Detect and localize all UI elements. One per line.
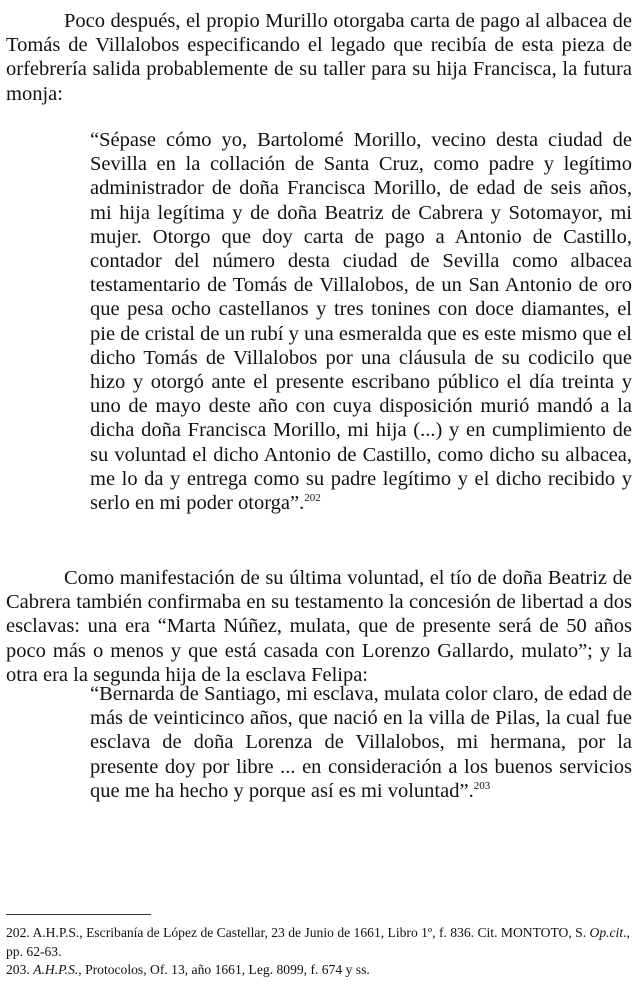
- footnote-ref-202: 202: [304, 492, 321, 505]
- footnote-text: A.H.P.S., Escribanía de López de Castellar, 23 de Junio de 1661, Libro 1º, f. 836. Cit. MONTOTO, S.: [32, 925, 590, 940]
- footnote-italic-text: Op.cit: [589, 925, 624, 940]
- block-quote-1-text: “Sépase cómo yo, Bartolomé Morillo, vecino desta ciudad de Sevilla en la collación de Santa Cruz, como padre y legítimo administrador de doña Francisca Morillo, de edad de seis años, mi hija legítima y de doña Beatriz de Cabrera y Sotomayor, mi mujer. Otorgo que doy carta de pago a Antonio de Castillo, contador del número desta ciudad de Sevilla como albacea testamentario de Tomás de Villalobos, de un San Antonio de oro que pesa ocho castellanos y tres tonines con doce diamantes, el pie de cristal de un rubí y una esmeralda que es este mismo que el dicho Tomás de Villalobos por una cláusula de su codicilo que hizo y otorgó ante el presente escribano público el día treinta y uno de mayo deste año con cuya disposición murió mandó a la dicha doña Francisca Morillo, mi hija (...) y en cumplimiento de su voluntad el dicho Antonio de Castillo, como dicho su albacea, me lo da y entrega como su padre legítimo y el dicho recibido y serlo en mi poder otorga”.: [90, 129, 632, 515]
- footnote-ref-203: 203: [473, 779, 491, 792]
- footnote-text: , Protocolos, Of. 13, año 1661, Leg. 8099, f. 674 y ss.: [78, 962, 370, 978]
- footnote-202: [6, 924, 632, 961]
- footnote-203: [6, 961, 632, 980]
- body-paragraph-2: Como manifestación de su última voluntad, el tío de doña Beatriz de Cabrera también confirmaba en su testamento la concesión de libertad a dos esclavas: una era “Marta Núñez, mulata, que de presente será de 50 años poco más o menos y que está casada con Lorenzo Gallardo, mulato”; y la otra era la segunda hija de la esclava Felipa:: [6, 567, 632, 686]
- block-quote-2: [90, 682, 632, 803]
- footnote-separator: [6, 914, 151, 915]
- body-paragraph-1: Poco después, el propio Murillo otorgaba carta de pago al albacea de Tomás de Villalobos especificando el legado que recibía de esta pieza de orfebrería salida probablemente de su taller para su hija Francisca, la futura monja:: [6, 10, 632, 105]
- footnote-number: 203.: [6, 962, 30, 978]
- footnotes: [6, 924, 632, 980]
- footnote-number: 202.: [6, 925, 30, 940]
- footnote-italic-text: A.H.P.S.: [33, 962, 79, 978]
- footnote-text: ., pp. 62-63.: [6, 925, 630, 959]
- block-quote-1: [90, 128, 632, 515]
- block-quote-2-text: “Bernarda de Santiago, mi esclava, mulata color claro, de edad de más de veinticinco años, que nació en la villa de Pilas, la cual fue esclava de doña Lorenza de Villalobos, mi hermana, por la presente doy por libre ... en consideración a los buenos servicios que me ha hecho y porque así es mi voluntad”.: [90, 683, 632, 802]
